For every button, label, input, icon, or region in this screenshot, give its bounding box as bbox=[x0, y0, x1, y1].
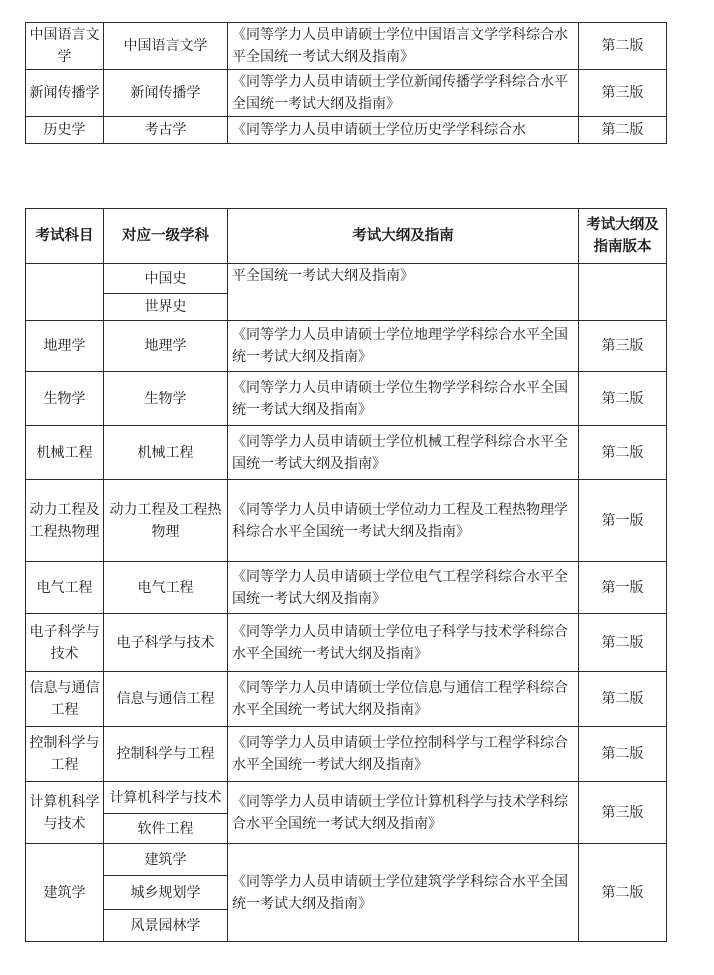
table-row bbox=[26, 70, 667, 117]
guide-cell: 平全国统一考试大纲及指南》 bbox=[228, 264, 579, 321]
discipline-cell: 城乡规划学 bbox=[104, 876, 228, 910]
discipline-cell: 建筑学 bbox=[104, 844, 228, 876]
subject-cell: 动力工程及工程热物理 bbox=[26, 480, 104, 562]
guide-cell: 《同等学力人员申请硕士学位建筑学学科综合水平全国统一考试大纲及指南》 bbox=[228, 844, 579, 942]
subject-cell: 历史学 bbox=[26, 117, 104, 144]
guide-cell: 《同等学力人员申请硕士学位历史学学科综合水 bbox=[228, 117, 579, 144]
discipline-cell: 中国史 bbox=[104, 264, 228, 294]
table-row bbox=[26, 426, 667, 480]
guide-cell: 《同等学力人员申请硕士学位电气工程学科综合水平全国统一考试大纲及指南》 bbox=[228, 562, 579, 614]
table-header-row bbox=[26, 209, 667, 264]
version-cell bbox=[579, 264, 667, 321]
guide-cell: 《同等学力人员申请硕士学位信息与通信工程学科综合水平全国统一考试大纲及指南》 bbox=[228, 672, 579, 727]
version-cell: 第一版 bbox=[579, 562, 667, 614]
subject-cell: 生物学 bbox=[26, 372, 104, 426]
version-cell: 第三版 bbox=[579, 782, 667, 844]
discipline-cell: 控制科学与工程 bbox=[104, 727, 228, 782]
guide-cell: 《同等学力人员申请硕士学位计算机科学与技术学科综合水平全国统一考试大纲及指南》 bbox=[228, 782, 579, 844]
guide-cell: 《同等学力人员申请硕士学位动力工程及工程热物理学科综合水平全国统一考试大纲及指南》 bbox=[228, 480, 579, 562]
table-row bbox=[26, 480, 667, 562]
table-row bbox=[26, 372, 667, 426]
version-cell: 第二版 bbox=[579, 727, 667, 782]
discipline-cell: 新闻传播学 bbox=[104, 70, 228, 117]
guide-cell: 《同等学力人员申请硕士学位控制科学与工程学科综合水平全国统一考试大纲及指南》 bbox=[228, 727, 579, 782]
subject-cell: 中国语言文学 bbox=[26, 23, 104, 70]
subject-cell: 计算机科学与技术 bbox=[26, 782, 104, 844]
discipline-cell: 电子科学与技术 bbox=[104, 614, 228, 672]
discipline-cell: 信息与通信工程 bbox=[104, 672, 228, 727]
table-row bbox=[26, 23, 667, 70]
table-row bbox=[26, 614, 667, 672]
discipline-cell: 生物学 bbox=[104, 372, 228, 426]
version-cell: 第三版 bbox=[579, 70, 667, 117]
discipline-cell: 软件工程 bbox=[104, 814, 228, 844]
discipline-cell: 中国语言文学 bbox=[104, 23, 228, 70]
table-row bbox=[26, 562, 667, 614]
discipline-cell: 电气工程 bbox=[104, 562, 228, 614]
version-cell: 第二版 bbox=[579, 672, 667, 727]
table-row bbox=[26, 844, 667, 876]
discipline-cell: 计算机科学与技术 bbox=[104, 782, 228, 814]
guide-cell: 《同等学力人员申请硕士学位中国语言文学学科综合水平全国统一考试大纲及指南》 bbox=[228, 23, 579, 70]
discipline-cell: 考古学 bbox=[104, 117, 228, 144]
table-row bbox=[26, 117, 667, 144]
version-cell: 第一版 bbox=[579, 480, 667, 562]
header-discipline: 对应一级学科 bbox=[104, 209, 228, 264]
subject-cell bbox=[26, 264, 104, 321]
guide-cell: 《同等学力人员申请硕士学位新闻传播学学科综合水平全国统一考试大纲及指南》 bbox=[228, 70, 579, 117]
discipline-cell: 世界史 bbox=[104, 294, 228, 321]
guide-cell: 《同等学力人员申请硕士学位电子科学与技术学科综合水平全国统一考试大纲及指南》 bbox=[228, 614, 579, 672]
discipline-cell: 动力工程及工程热物理 bbox=[104, 480, 228, 562]
discipline-cell: 机械工程 bbox=[104, 426, 228, 480]
version-cell: 第二版 bbox=[579, 117, 667, 144]
header-subject: 考试科目 bbox=[26, 209, 104, 264]
version-cell: 第二版 bbox=[579, 426, 667, 480]
table-row bbox=[26, 727, 667, 782]
guide-cell: 《同等学力人员申请硕士学位机械工程学科综合水平全国统一考试大纲及指南》 bbox=[228, 426, 579, 480]
table-row bbox=[26, 321, 667, 372]
subject-cell: 地理学 bbox=[26, 321, 104, 372]
subject-cell: 电气工程 bbox=[26, 562, 104, 614]
subject-cell: 电子科学与技术 bbox=[26, 614, 104, 672]
guide-cell: 《同等学力人员申请硕士学位地理学学科综合水平全国统一考试大纲及指南》 bbox=[228, 321, 579, 372]
version-cell: 第二版 bbox=[579, 844, 667, 942]
exam-table-top bbox=[25, 22, 667, 144]
header-version: 考试大纲及指南版本 bbox=[579, 209, 667, 264]
subject-cell: 控制科学与工程 bbox=[26, 727, 104, 782]
exam-table-main bbox=[25, 208, 667, 942]
discipline-cell: 地理学 bbox=[104, 321, 228, 372]
header-guide: 考试大纲及指南 bbox=[228, 209, 579, 264]
subject-cell: 信息与通信工程 bbox=[26, 672, 104, 727]
subject-cell: 新闻传播学 bbox=[26, 70, 104, 117]
version-cell: 第二版 bbox=[579, 23, 667, 70]
discipline-cell: 风景园林学 bbox=[104, 910, 228, 942]
table-row bbox=[26, 264, 667, 294]
subject-cell: 建筑学 bbox=[26, 844, 104, 942]
subject-cell: 机械工程 bbox=[26, 426, 104, 480]
table-row bbox=[26, 672, 667, 727]
version-cell: 第三版 bbox=[579, 321, 667, 372]
version-cell: 第二版 bbox=[579, 614, 667, 672]
version-cell: 第二版 bbox=[579, 372, 667, 426]
table-row bbox=[26, 782, 667, 814]
guide-cell: 《同等学力人员申请硕士学位生物学学科综合水平全国统一考试大纲及指南》 bbox=[228, 372, 579, 426]
